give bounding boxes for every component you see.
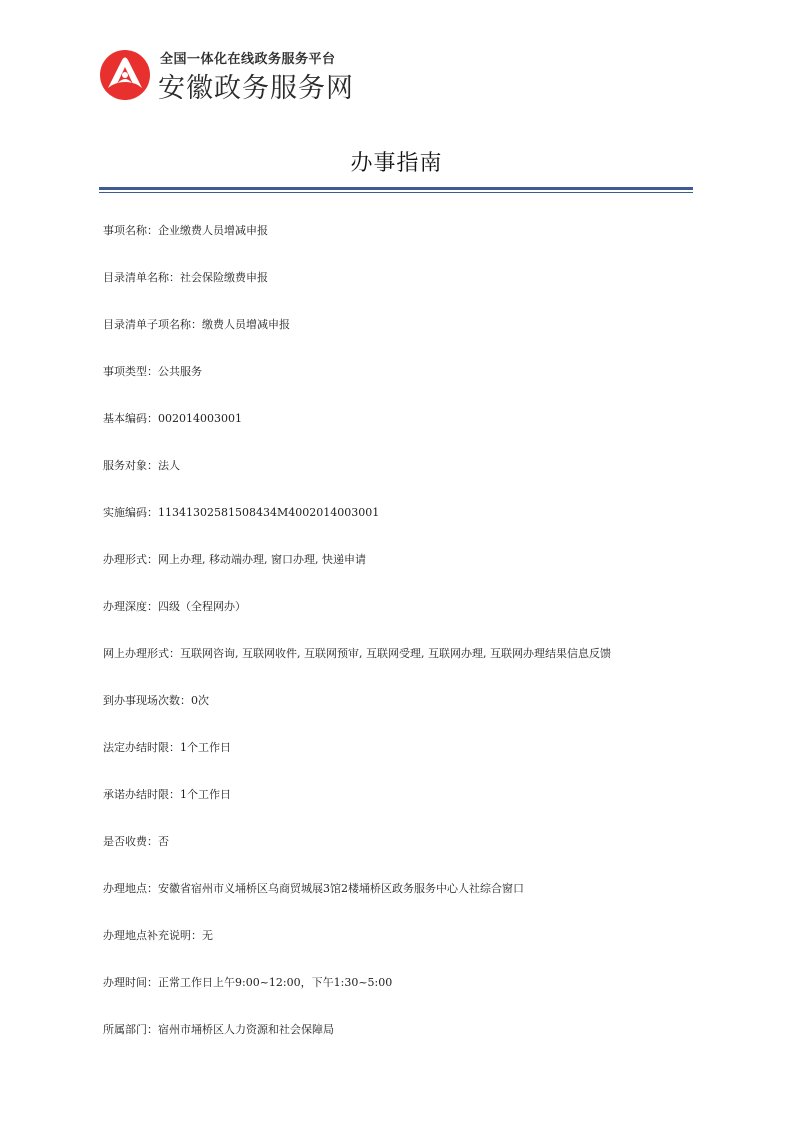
field-label: 到办事现场次数： <box>103 694 191 707</box>
field-value: 缴费人员增减申报 <box>202 318 290 331</box>
title-divider-thin <box>99 192 693 193</box>
field-handling-depth <box>103 599 703 646</box>
field-promised-time-limit <box>103 787 703 834</box>
field-service-target <box>103 458 703 505</box>
field-label: 事项名称： <box>103 224 158 237</box>
field-fee <box>103 834 703 881</box>
field-online-form <box>103 646 703 693</box>
field-value: 1个工作日 <box>180 788 231 801</box>
field-value: 无 <box>202 929 213 942</box>
field-value: 否 <box>158 835 169 848</box>
field-label: 办理地点补充说明： <box>103 929 202 942</box>
field-catalog-subitem <box>103 317 703 364</box>
guide-field-list <box>103 223 703 1069</box>
field-label: 办理地点： <box>103 882 158 895</box>
field-value: 正常工作日上午9:00~12:00，下午1:30~5:00 <box>158 976 393 989</box>
field-label: 办理形式： <box>103 553 158 566</box>
field-legal-time-limit <box>103 740 703 787</box>
field-handling-form <box>103 552 703 599</box>
field-value: 四级（全程网办） <box>158 600 246 613</box>
field-location <box>103 881 703 928</box>
field-label: 法定办结时限： <box>103 741 180 754</box>
field-item-type <box>103 364 703 411</box>
site-logo <box>98 46 368 104</box>
field-label: 承诺办结时限： <box>103 788 180 801</box>
field-office-hours <box>103 975 703 1022</box>
field-value: 法人 <box>158 459 180 472</box>
page-title: 办事指南 <box>350 151 443 176</box>
field-label: 目录清单子项名称： <box>103 318 202 331</box>
field-label: 是否收费： <box>103 835 158 848</box>
field-value: 公共服务 <box>158 365 202 378</box>
field-label: 所属部门： <box>103 1023 158 1036</box>
field-label: 实施编码： <box>103 506 158 519</box>
field-label: 基本编码： <box>103 412 158 425</box>
title-divider-thick <box>99 187 693 190</box>
logo-title: 安徽政务服务网 <box>158 73 354 104</box>
field-label: 网上办理形式： <box>103 647 180 660</box>
field-value: 社会保险缴费申报 <box>180 271 268 284</box>
field-value: 002014003001 <box>158 412 242 425</box>
field-catalog-name <box>103 270 703 317</box>
field-value: 11341302581508434M4002014003001 <box>158 506 380 519</box>
field-implementation-code <box>103 505 703 552</box>
field-department <box>103 1022 703 1069</box>
field-label: 服务对象： <box>103 459 158 472</box>
field-value: 宿州市埇桥区人力资源和社会保障局 <box>158 1023 334 1036</box>
logo-emblem-icon <box>98 48 152 102</box>
logo-subtitle: 全国一体化在线政务服务平台 <box>160 52 336 67</box>
field-basic-code <box>103 411 703 458</box>
field-value: 互联网咨询, 互联网收件, 互联网预审, 互联网受理, 互联网办理, 互联网办理结果信息反馈 <box>180 647 611 660</box>
field-value: 安徽省宿州市义埇桥区乌商贸城展3馆2楼埇桥区政务服务中心人社综合窗口 <box>158 882 524 895</box>
field-label: 事项类型： <box>103 365 158 378</box>
field-value: 0次 <box>191 694 209 707</box>
field-value: 企业缴费人员增减申报 <box>158 224 268 237</box>
field-label: 办理深度： <box>103 600 158 613</box>
field-label: 目录清单名称： <box>103 271 180 284</box>
field-location-note <box>103 928 703 975</box>
field-item-name <box>103 223 703 270</box>
field-label: 办理时间： <box>103 976 158 989</box>
field-onsite-visits <box>103 693 703 740</box>
field-value: 网上办理, 移动端办理, 窗口办理, 快递申请 <box>158 553 366 566</box>
field-value: 1个工作日 <box>180 741 231 754</box>
